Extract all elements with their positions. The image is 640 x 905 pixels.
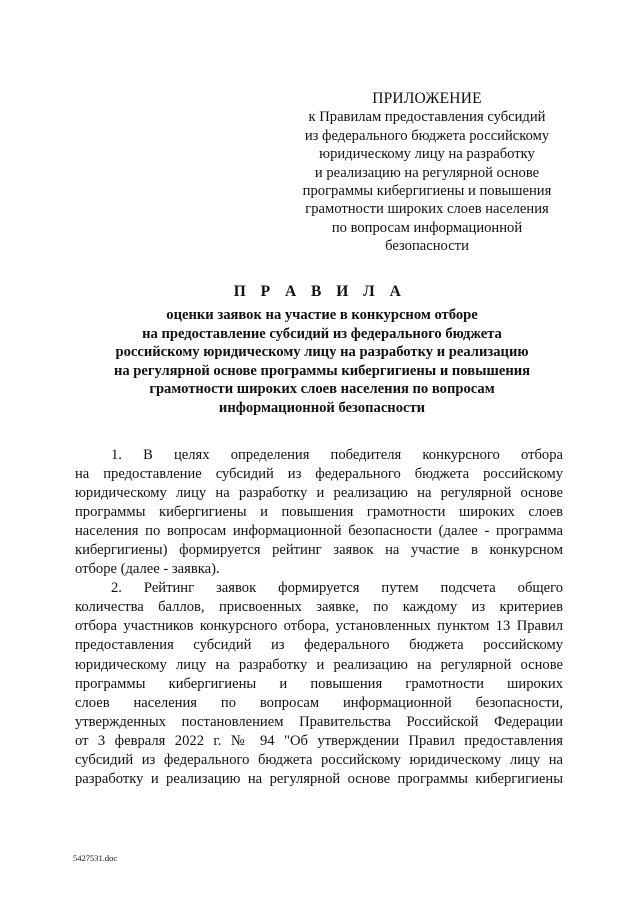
subtitle-line: на регулярной основе программы кибергигиены и повышения xyxy=(113,362,531,379)
paragraph-line: отбора участников конкурсного отбора, установленных пунктом 13 Правил xyxy=(75,618,563,635)
subtitle-line: на предоставление субсидий из федерального бюджета xyxy=(142,325,502,342)
paragraph-1 xyxy=(75,446,563,579)
document-file-id: 5427531.doc xyxy=(73,853,118,863)
appendix-line: и реализацию на регулярной основе xyxy=(314,164,540,181)
paragraph-line: от 3 февраля 2022 г. № 94 "Об утверждении Правил предоставления xyxy=(75,732,563,749)
paragraph-line: программы кибергигиены и повышения грамотности широких xyxy=(75,675,563,692)
paragraph-2 xyxy=(75,579,563,789)
appendix-heading: ПРИЛОЖЕНИЕ xyxy=(372,90,482,107)
paragraph-line: населения по вопросам информационной безопасности (далее - программа xyxy=(75,523,563,540)
paragraph-line: 2. Рейтинг заявок формируется путем подсчета общего xyxy=(111,580,563,597)
appendix-line: к Правилам предоставления субсидий xyxy=(308,109,546,126)
subtitle-line: оценки заявок на участие в конкурсном отборе xyxy=(166,307,478,323)
paragraph-line: 1. В целях определения победителя конкурсного отбора xyxy=(111,447,563,463)
subtitle-line: российскому юридическому лицу на разработку и реализацию xyxy=(115,344,529,361)
paragraph-line: отборе (далее - заявка). xyxy=(75,561,220,578)
paragraph-line: предоставления субсидий из федерального бюджета российскому xyxy=(75,637,563,654)
appendix-block xyxy=(282,90,572,256)
document-body xyxy=(75,446,563,789)
subtitle-line: информационной безопасности xyxy=(218,399,426,416)
appendix-line: безопасности xyxy=(385,238,469,255)
paragraph-line: субсидий из федерального бюджета российскому юридическому лицу на xyxy=(75,751,563,768)
appendix-line: по вопросам информационной xyxy=(331,219,523,236)
paragraph-line: юридическому лицу на разработку и реализацию на регулярной основе xyxy=(75,485,563,502)
paragraph-line: на предоставление субсидий из федерального бюджета российскому xyxy=(75,466,563,483)
paragraph-line: разработку и реализацию на регулярной основе программы кибергигиены xyxy=(75,770,563,787)
paragraph-line: слоев населения по вопросам информационной безопасности, xyxy=(75,694,563,711)
appendix-line: программы кибергигиены и повышения xyxy=(302,183,552,200)
rules-subtitle xyxy=(75,306,569,418)
paragraph-line: кибергигиены) формируется рейтинг заявок на участие в конкурсном xyxy=(75,542,563,559)
paragraph-line: количества баллов, присвоенных заявке, по каждому из критериев xyxy=(75,599,563,616)
subtitle-line: грамотности широких слоев населения по вопросам xyxy=(149,381,495,398)
paragraph-line: юридическому лицу на разработку и реализацию на регулярной основе xyxy=(75,656,563,673)
paragraph-line: программы кибергигиены и повышения грамотности широких слоев xyxy=(75,504,563,521)
appendix-line: из федерального бюджета российскому xyxy=(304,127,550,144)
appendix-line: юридическому лицу на разработку xyxy=(319,146,535,163)
rules-title: П Р А В И Л А xyxy=(233,283,407,300)
appendix-line: грамотности широких слоев населения xyxy=(305,201,549,218)
paragraph-line: утвержденных постановлением Правительства Российской Федерации xyxy=(75,713,563,730)
